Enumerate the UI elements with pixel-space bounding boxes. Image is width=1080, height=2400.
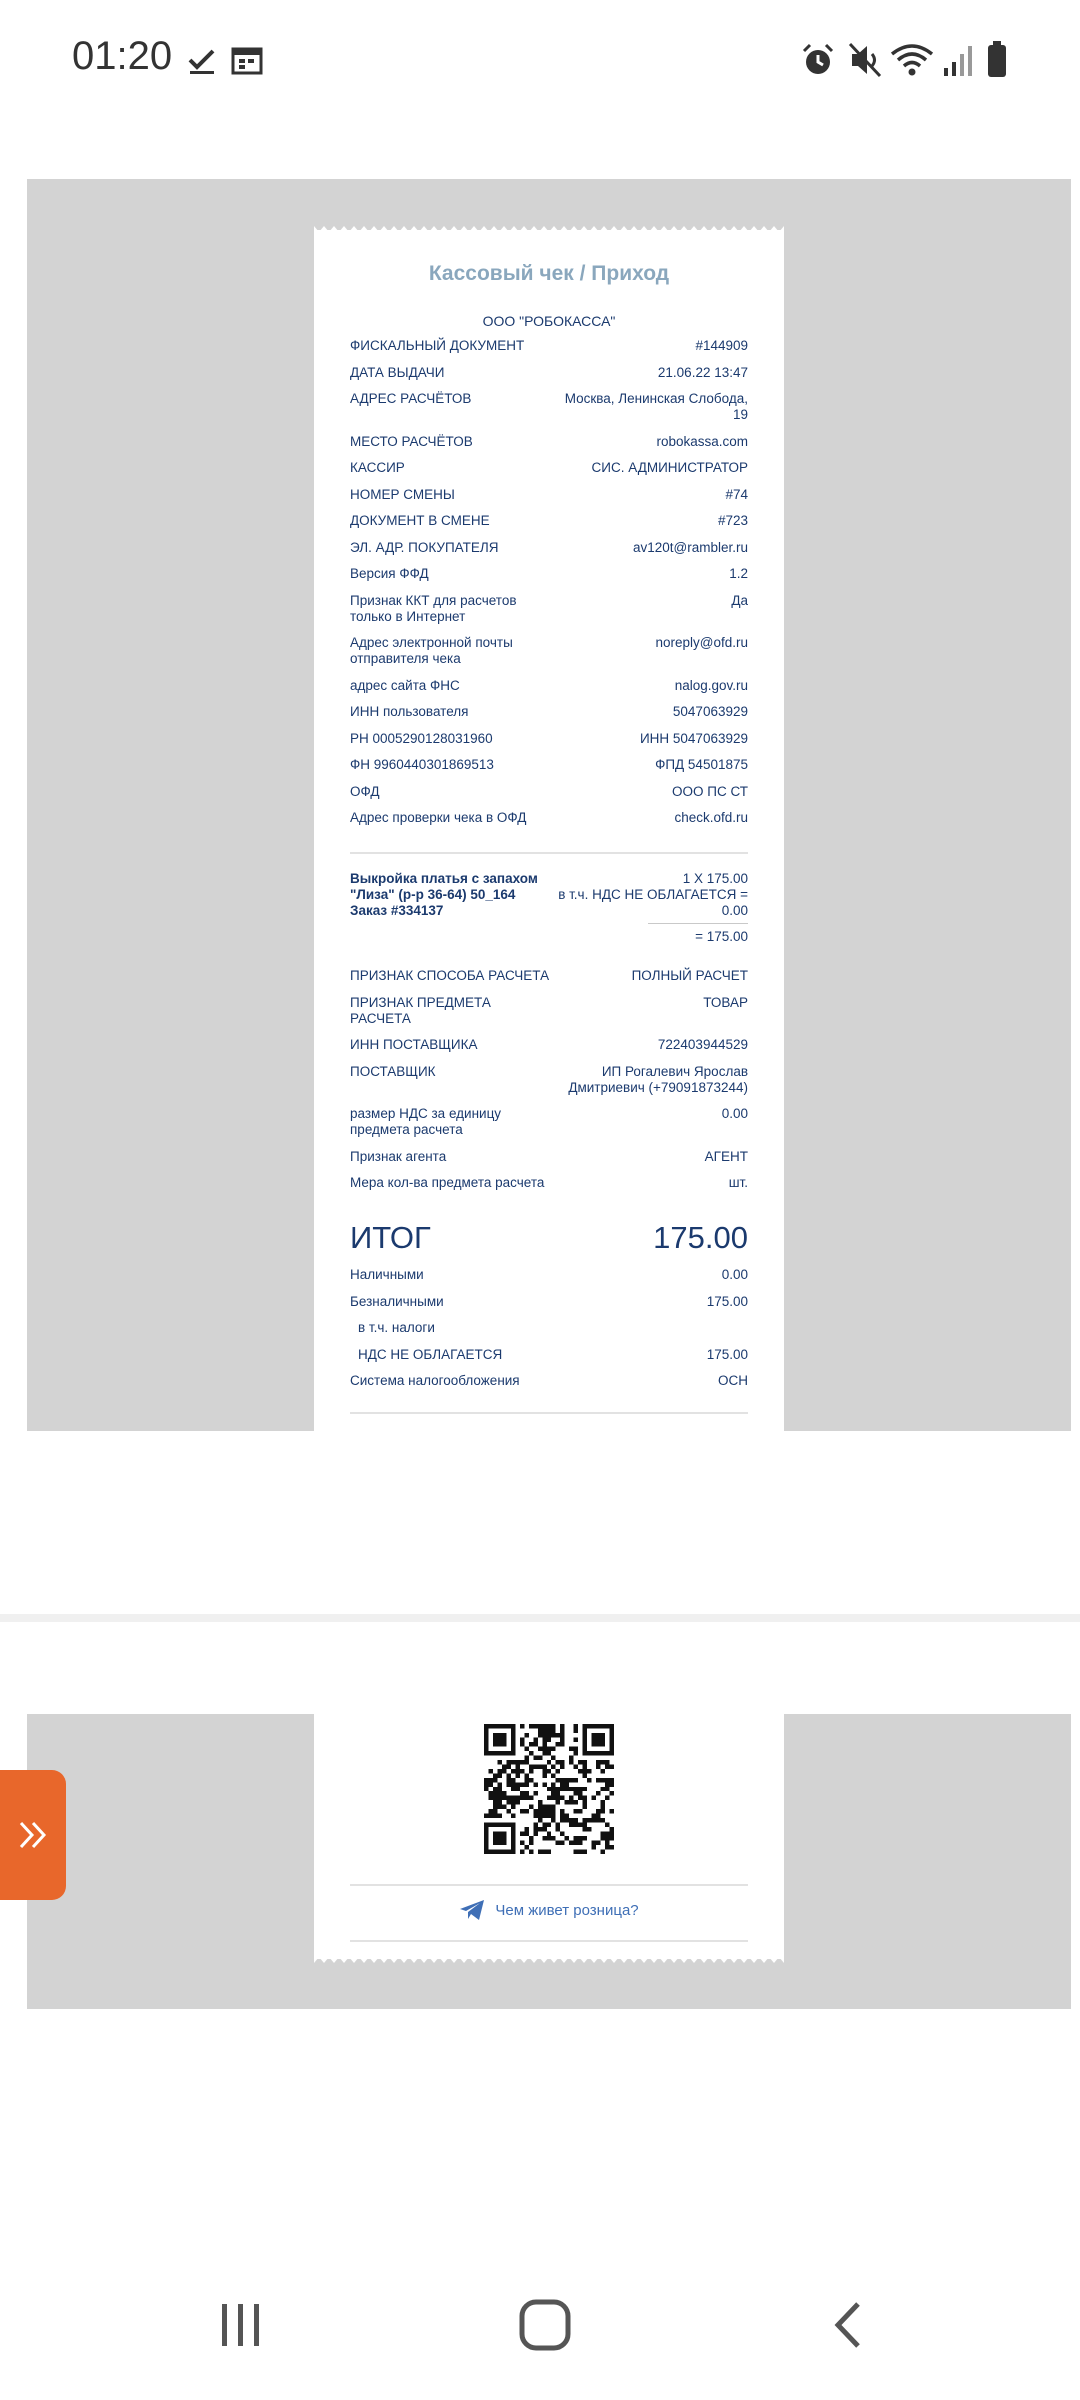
receipt-row-value: 0.00 <box>721 1267 748 1282</box>
receipt-row-value: check.ofd.ru <box>674 810 748 825</box>
receipt-row <box>350 731 748 747</box>
receipt-row-label: ЭЛ. АДР. ПОКУПАТЕЛЯ <box>350 539 499 555</box>
receipt-row-label: Наличными <box>350 1267 424 1282</box>
home-icon <box>518 2298 572 2352</box>
receipt-row-label: НОМЕР СМЕНЫ <box>350 486 455 502</box>
receipt-row-label: ОФД <box>350 783 380 799</box>
total-label: ИТОГ <box>350 1220 431 1255</box>
receipt-row-value: АГЕНТ <box>704 1148 748 1164</box>
receipt-row <box>350 460 748 476</box>
section-separator <box>0 1614 1080 1622</box>
item-name: Выкройка платья с запахом "Лиза" (р-р 36-64) 50_164 Заказ #334137 <box>350 871 538 918</box>
receipt-row-value: ОСН <box>718 1373 748 1388</box>
check-icon <box>186 44 218 76</box>
receipt-row-label: МЕСТО РАСЧЁТОВ <box>350 433 473 449</box>
telegram-icon <box>459 1899 485 1921</box>
receipt-paper <box>314 230 784 1431</box>
receipt-row <box>350 784 748 800</box>
receipt-row <box>350 1294 748 1310</box>
receipt-row <box>350 810 748 826</box>
receipt-row <box>350 1320 748 1336</box>
receipt-row-value: #723 <box>717 513 748 528</box>
recent-apps-button[interactable] <box>201 2290 281 2360</box>
signal-icon <box>942 42 974 78</box>
receipt-torn-edge-bottom <box>314 1957 784 1969</box>
item-total: = 175.00 <box>695 929 748 944</box>
mute-icon <box>848 42 882 78</box>
receipt-row-label: размер НДС за единицу предмета расчета <box>350 1106 502 1137</box>
calendar-icon <box>230 44 264 76</box>
receipt-row <box>350 1347 748 1363</box>
receipt-header-rows <box>350 338 748 837</box>
navigation-bar <box>0 2270 1080 2380</box>
receipt-divider <box>350 1884 748 1886</box>
receipt-row-label: ДОКУМЕНТ В СМЕНЕ <box>350 513 490 528</box>
receipt-row-value: av120t@rambler.ru <box>632 539 748 555</box>
receipt-row <box>350 1373 748 1389</box>
receipt-row-value: ИП Рогалевич Ярослав Дмитриевич (+79091873244) <box>568 1063 748 1095</box>
receipt-row-value: ФПД 54501875 <box>655 757 748 772</box>
receipt-divider <box>350 1940 748 1942</box>
receipt-row-value: ИНН 5047063929 <box>639 730 748 746</box>
wifi-icon <box>890 42 934 78</box>
receipt-row-label: Адрес электронной почты отправителя чека <box>350 635 513 666</box>
receipt-row-label: Система налогообложения <box>350 1373 520 1388</box>
item-price-block <box>548 871 748 919</box>
recent-apps-icon <box>216 2300 266 2350</box>
receipt-row <box>350 1149 748 1165</box>
receipt-row <box>350 704 748 720</box>
receipt-row <box>350 757 748 773</box>
receipt-row-label: Версия ФФД <box>350 566 429 581</box>
receipt-row-label: ПРИЗНАК СПОСОБА РАСЧЕТА <box>350 968 550 983</box>
receipt-row <box>350 635 748 667</box>
status-bar <box>0 0 1080 120</box>
receipt-row-label: Признак ККТ для расчетов только в Интернет <box>350 592 517 624</box>
status-time: 01:20 <box>72 34 173 78</box>
retail-link[interactable] <box>314 1899 784 1921</box>
receipt-row-value: 175.00 <box>706 1293 748 1309</box>
receipt-row-value: 722403944529 <box>657 1037 748 1052</box>
receipt-row-value: ТОВАР <box>703 994 748 1010</box>
receipt-row-value: шт. <box>728 1175 748 1190</box>
home-button[interactable] <box>505 2290 585 2360</box>
receipt-row <box>350 487 748 503</box>
receipt-row-label: АДРЕС РАСЧЁТОВ <box>350 391 472 406</box>
receipt-row-label: Безналичными <box>350 1293 444 1309</box>
receipt-row-value: ООО ПС СТ <box>671 783 748 799</box>
total-value: 175.00 <box>653 1220 748 1255</box>
receipt-row-label: НДС НЕ ОБЛАГАЕТСЯ <box>358 1346 503 1362</box>
battery-icon <box>986 40 1008 78</box>
receipt-row-label: ДАТА ВЫДАЧИ <box>350 364 445 380</box>
back-button[interactable] <box>808 2290 888 2360</box>
receipt-row-value: 5047063929 <box>672 704 748 719</box>
receipt-row-value: 1.2 <box>729 566 748 581</box>
receipt-row-value: noreply@ofd.ru <box>655 635 748 650</box>
receipt-row-label: ИНН пользователя <box>350 704 469 719</box>
receipt-company: ООО "РОБОКАССА" <box>482 313 616 329</box>
qr-code[interactable] <box>484 1724 614 1854</box>
receipt-row-value <box>550 1320 748 1336</box>
alarm-icon <box>800 42 836 78</box>
receipt-row-value: 21.06.22 13:47 <box>657 364 748 380</box>
receipt-row <box>350 540 748 556</box>
receipt-row-label: ПРИЗНАК ПРЕДМЕТА РАСЧЕТА <box>350 994 491 1026</box>
item-subtotal-line <box>648 923 748 924</box>
receipt-total <box>350 1220 748 1256</box>
receipt-row-value: nalog.gov.ru <box>674 677 748 693</box>
receipt-divider <box>350 852 748 854</box>
receipt-row-value: robokassa.com <box>656 433 748 449</box>
receipt-row-value: 175.00 <box>706 1346 748 1362</box>
receipt-row-value: Да <box>731 592 748 608</box>
receipt-row-label: в т.ч. налоги <box>358 1320 435 1335</box>
receipt-row <box>350 1064 748 1096</box>
receipt-row-value: ПОЛНЫЙ РАСЧЕТ <box>631 968 748 983</box>
receipt-row-label: адрес сайта ФНС <box>350 677 460 693</box>
receipt-row-label: Мера кол-ва предмета расчета <box>350 1175 545 1190</box>
receipt-row-value: #74 <box>725 486 748 502</box>
retail-link-text: Чем живет розница? <box>495 1901 639 1919</box>
receipt-row <box>350 678 748 694</box>
receipt-row-label: ИНН ПОСТАВЩИКА <box>350 1037 478 1052</box>
receipt-row <box>350 365 748 381</box>
receipt-row <box>350 1175 748 1191</box>
item-qty-price: 1 X 175.00 <box>682 871 748 886</box>
receipt-row-value: 0.00 <box>721 1106 748 1121</box>
receipt-row-value: Москва, Ленинская Слобода, 19 <box>564 391 748 422</box>
receipt-paper-bottom <box>314 1714 784 1959</box>
item-vat: в т.ч. НДС НЕ ОБЛАГАЕТСЯ = 0.00 <box>558 887 748 918</box>
receipt-row-label: ФН 9960440301869513 <box>350 757 494 772</box>
back-icon <box>828 2300 868 2350</box>
receipt-row <box>350 513 748 529</box>
receipt-title: Кассовый чек / Приход <box>428 262 670 285</box>
receipt-row <box>350 1267 748 1283</box>
receipt-item-rows <box>350 968 748 1202</box>
receipt-row <box>350 1037 748 1053</box>
side-expand-tab[interactable] <box>0 1770 66 1900</box>
receipt-torn-edge-top <box>314 220 784 232</box>
receipt-row-label: Адрес проверки чека в ОФД <box>350 810 527 825</box>
receipt-divider <box>350 1412 748 1414</box>
receipt-row <box>350 434 748 450</box>
receipt-row-label: ФИСКАЛЬНЫЙ ДОКУМЕНТ <box>350 338 525 353</box>
receipt-row <box>350 593 748 625</box>
receipt-row <box>350 566 748 582</box>
receipt-row <box>350 1106 748 1138</box>
double-chevron-right-icon <box>16 1818 50 1852</box>
receipt-row-label: Признак агента <box>350 1148 447 1164</box>
receipt-row <box>350 338 748 354</box>
receipt-row-value: СИС. АДМИНИСТРАТОР <box>591 460 748 475</box>
receipt-row-label: КАССИР <box>350 460 405 475</box>
receipt-row-label: ПОСТАВЩИК <box>350 1063 436 1079</box>
receipt-row <box>350 391 748 423</box>
receipt-row-value: #144909 <box>695 338 748 353</box>
receipt-row <box>350 995 748 1027</box>
receipt-row-label: РН 0005290128031960 <box>350 730 493 746</box>
receipt-row <box>350 968 748 984</box>
receipt-payment-rows <box>350 1267 748 1400</box>
